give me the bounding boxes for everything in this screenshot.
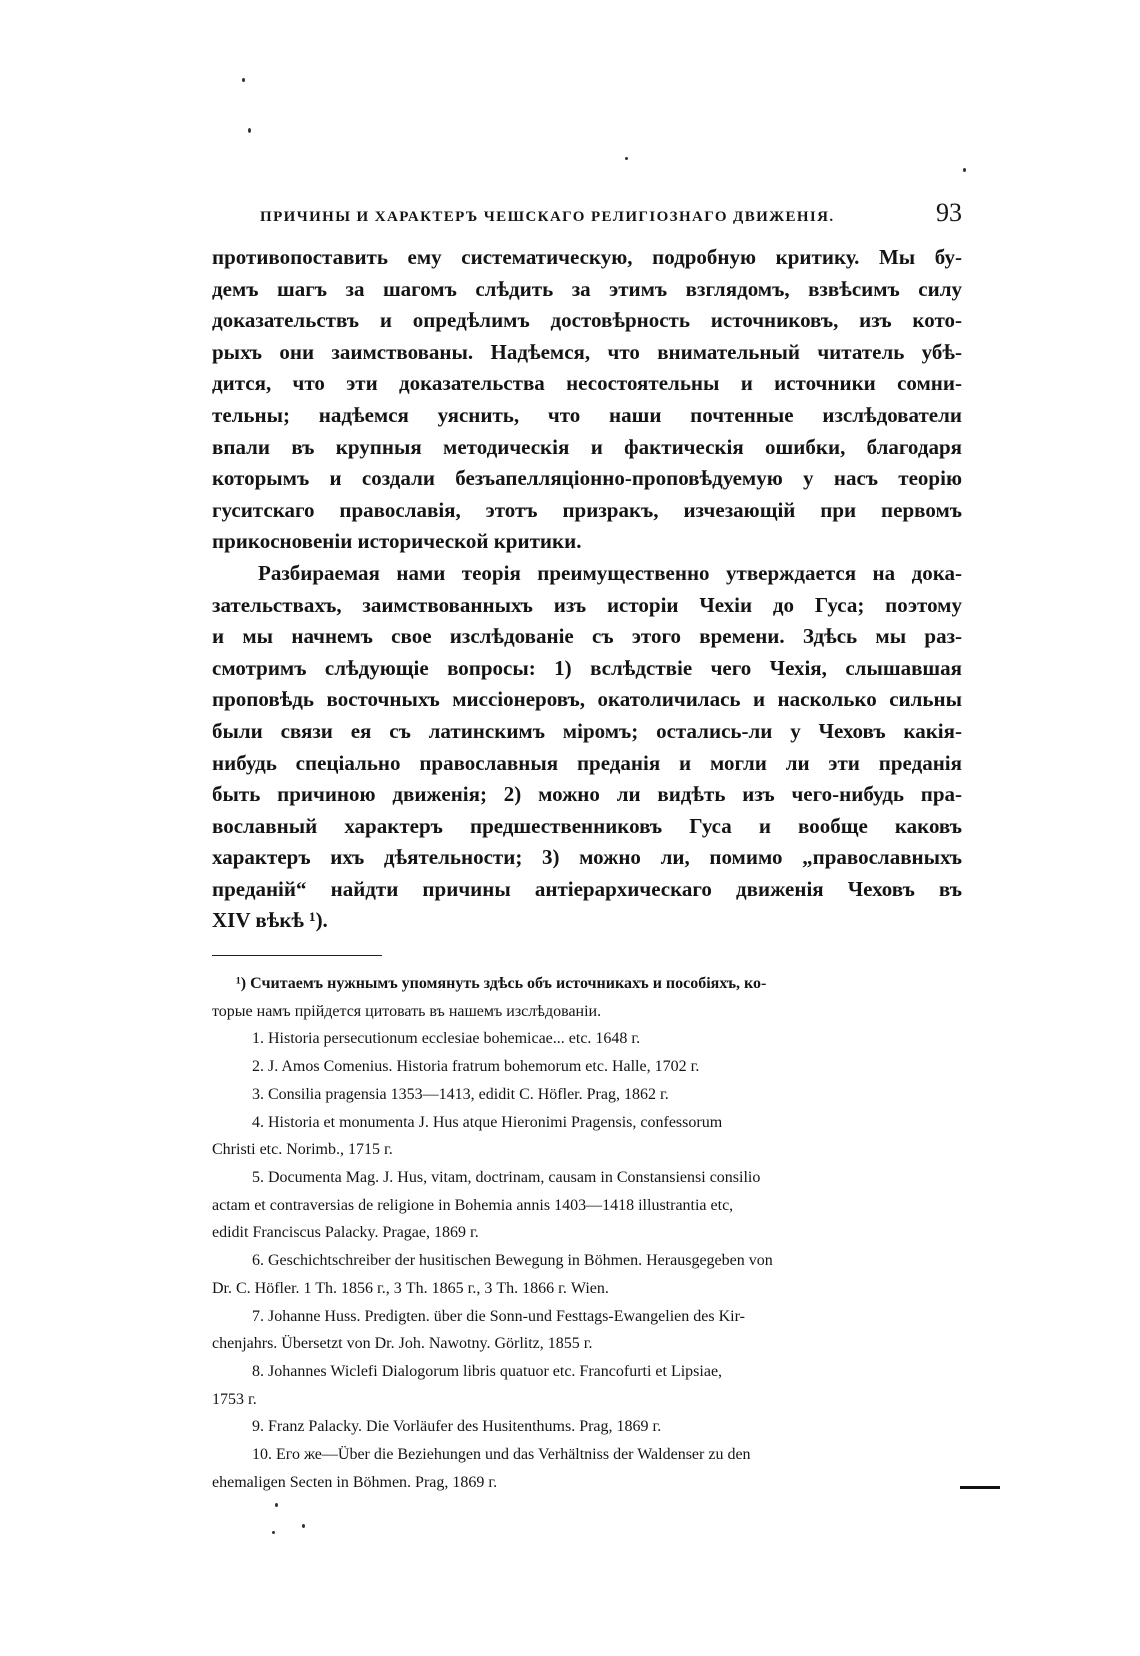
text-line: быть причиною движенiя; 2) можно ли видѣть изъ чего-нибудь пра- (212, 782, 962, 807)
text-line: были связи ея съ латинскимъ мiромъ; остались-ли у Чеховъ какiя- (212, 718, 962, 743)
footnote-line: 7. Johanne Huss. Predigten. über die Sonn-und Festtags-Ewangelien des Kir- (252, 1307, 745, 1325)
footnote-line: 4. Historia et monumenta J. Hus atque Hieronimi Pragensis, confessorum (252, 1113, 723, 1131)
footnote-line: chenjahrs. Übersetzt von Dr. Joh. Nawotny. Görlitz, 1855 г. (212, 1335, 593, 1353)
text-line: тельны; надѣемся уяснить, что наши почтенные изслѣдователи (212, 402, 962, 427)
footnote-line: 1753 г. (212, 1390, 257, 1408)
book-page (212, 198, 962, 1496)
text-line: гуситскаго православiя, этотъ призракъ, изчезающiй при первомъ (212, 497, 962, 522)
footnote-line: edidit Franciscus Palacky. Pragae, 1869 г. (212, 1224, 479, 1242)
text-line: доказательствъ и опредѣлимъ достовѣрность источниковъ, изъ кото- (212, 308, 962, 333)
footnote-line: 9. Franz Palacky. Die Vorläufer des Husitenthums. Prag, 1869 г. (252, 1418, 662, 1436)
text-line: рыхъ они заимствованы. Надѣемся, что внимательный читатель убѣ- (212, 339, 962, 364)
paragraph-1 (212, 242, 962, 558)
text-line: демъ шагъ за шагомъ слѣдить за этимъ взглядомъ, взвѣсимъ силу (212, 276, 962, 301)
footnote-line: торые намъ прiйдется цитовать въ нашемъ изслѣдованiи. (212, 1002, 602, 1020)
text-line: противопоставить ему систематическую, подробную критику. Мы бу- (212, 245, 962, 269)
text-line: смотримъ слѣдующiе вопросы: 1) вслѣдствiе чего Чехiя, слышавшая (212, 655, 962, 680)
running-header (212, 198, 962, 238)
text-line: и мы начнемъ свое изслѣдованiе съ этого времени. Здѣсь мы раз- (212, 624, 962, 649)
footnotes (212, 970, 962, 1496)
text-line: преданiй“ найдти причины антiерархическаго движенiя Чеховъ въ (212, 876, 962, 901)
text-line: XIV вѣкѣ ¹). (212, 908, 328, 933)
footnote-divider (212, 955, 382, 956)
running-title: ПРИЧИНЫ И ХАРАКТЕРЪ ЧЕШСКАГО РЕЛИГIОЗНАГО ДВИЖЕНIЯ. (260, 209, 835, 225)
text-line: вославный характеръ предшественниковъ Гуса и вообще каковъ (212, 813, 962, 838)
scan-speck (272, 1531, 275, 1534)
scan-speck (625, 157, 628, 160)
text-line: дится, что эти доказательства несостоятельны и источники сомни- (212, 371, 962, 396)
scan-speck (242, 78, 245, 82)
text-line: проповѣдь восточныхъ миссiонеровъ, окатоличилась и насколько сильны (212, 687, 962, 712)
footnote-line: 10. Его же—Über die Beziehungen und das Verhältniss der Waldenser zu den (252, 1446, 751, 1464)
footnote-line: 6. Geschichtschreiber der husitischen Bewegung in Böhmen. Herausgegeben von (252, 1252, 773, 1270)
scan-mark (960, 1486, 1000, 1489)
footnote-line: ¹) Считаемъ нужнымъ упомянуть здѣсь объ источникахъ и пособiяхъ, ко- (236, 975, 767, 993)
text-line: характеръ ихъ дѣятельности; 3) можно ли, помимо „православныхъ (212, 845, 962, 870)
scan-speck (275, 1503, 278, 1507)
footnote-line: Dr. C. Höfler. 1 Th. 1856 г., 3 Th. 1865 г., 3 Th. 1866 г. Wien. (212, 1279, 609, 1297)
footnote-line: ehemaligen Secten in Böhmen. Prag, 1869 г. (212, 1473, 498, 1491)
text-line: впали въ крупныя методическiя и фактическiя ошибки, благодаря (212, 434, 962, 459)
footnote-line: 5. Documenta Mag. J. Hus, vitam, doctrinam, causam in Constansiensi consilio (252, 1168, 761, 1186)
scan-speck (963, 168, 966, 172)
paragraph-2 (212, 558, 962, 937)
footnote-line: 2. J. Amos Comenius. Historia fratrum bohemorum etc. Halle, 1702 г. (252, 1058, 700, 1076)
page-number: 93 (936, 198, 962, 227)
text-line: Разбираемая нами теорiя преимущественно утверждается на дока- (258, 560, 962, 585)
footnote-line: Christi etc. Norimb., 1715 г. (212, 1141, 393, 1159)
footnote-line: 1. Historia persecutionum ecclesiae bohemicae... etc. 1648 г. (252, 1030, 641, 1048)
text-line: которымъ и создали безъапелляцiонно-проповѣдуемую у насъ теорiю (212, 466, 962, 491)
footnote-line: 3. Consilia pragensia 1353—1413, edidit C. Höfler. Prag, 1862 г. (252, 1085, 669, 1103)
footnote-line: actam et contraversias de religione in Bohemia annis 1403—1418 illustrantia etc, (212, 1196, 734, 1214)
main-text (212, 242, 962, 937)
footnote-line: 8. Johannes Wiclefi Dialogorum libris quatuor etc. Francofurti et Lipsiae, (252, 1362, 723, 1380)
scan-speck (248, 128, 251, 133)
text-line: прикосновенiи исторической критики. (212, 529, 582, 554)
scan-speck (302, 1524, 305, 1528)
text-line: зательствахъ, заимствованныхъ изъ исторiи Чехiи до Гуса; поэтому (212, 592, 962, 617)
text-line: нибудь спецiально православныя преданiя и могли ли эти преданiя (212, 750, 962, 775)
